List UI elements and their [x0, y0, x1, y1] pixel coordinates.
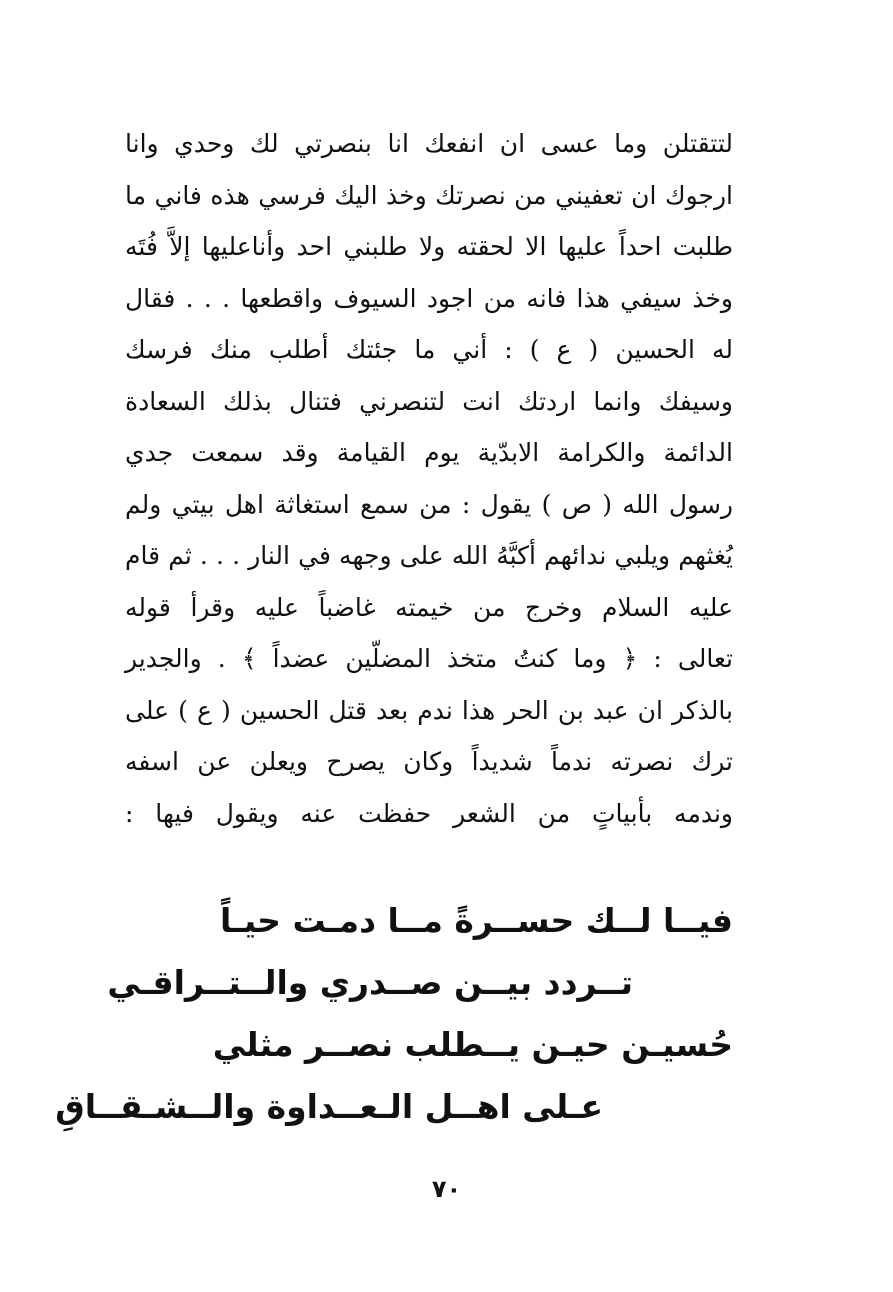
poem-verse-line: حُسيـن حيـن يــطلب نصــر مثلي — [212, 1025, 733, 1064]
paragraph-line: وندمه بأبياتٍ من الشعر حفظت عنه ويقول فيها : — [125, 798, 733, 828]
paragraph-line: لتتقتلن وما عسى ان انفعك انا بنصرتي لك وحدي وانا — [125, 129, 733, 158]
paragraph-line: ارجوك ان تعفيني من نصرتك وخذ اليك فرسي هذه فاني ما — [125, 180, 733, 210]
paragraph-line: طلبت احداً عليها الا لحقته ولا طلبني احد وأناعليها إلاَّ فُتَه — [125, 232, 733, 261]
paragraph-line: رسول الله ( ص ) يقول : من سمع استغاثة اهل بيتي ولم — [125, 489, 733, 519]
paragraph-line: ترك نصرته ندماً شديداً وكان يصرح ويعلن عن اسفه — [125, 747, 733, 776]
paragraph-line: بالذكر ان عبد بن الحر هذا ندم بعد قتل الحسين ( ع ) على — [125, 695, 733, 725]
paragraph-line: وسيفك وانما اردتك انت لتنصرني فتنال بذلك السعادة — [125, 386, 733, 416]
paragraph — [125, 118, 733, 839]
paragraph-line: يُغثهم ويلبي ندائهم أكبَّهُ الله على وجهه في النار . . . ثم قام — [125, 541, 733, 570]
paragraph-line: له الحسين ( ع ) : أني ما جئتك أطلب منك فرسك — [125, 335, 733, 364]
paragraph-line: عليه السلام وخرج من خيمته غاضباً عليه وقرأ قوله — [125, 592, 733, 622]
poem-verse-line: تــردد بيــن صــدري والــتــراقـي — [107, 963, 633, 1002]
paragraph-line: الدائمة والكرامة الابدّية يوم القيامة وقد سمعت جدي — [125, 438, 733, 467]
paragraph-line: تعالى : ﴿ وما كنتُ متخذ المضلّين عضداً ﴾ . والجدير — [125, 644, 733, 673]
poem-verse-line: فيــا لــك حســرةً مــا دمـت حيـاً — [220, 901, 733, 940]
page-number: ٧٠ — [431, 1175, 462, 1203]
poem-verse-line: عـلى اهــل الـعــداوة والــشـقــاقِ — [55, 1087, 603, 1126]
poem — [55, 890, 733, 1138]
paragraph-line: وخذ سيفي هذا فانه من اجود السيوف واقطعها . . . فقال — [125, 283, 733, 313]
